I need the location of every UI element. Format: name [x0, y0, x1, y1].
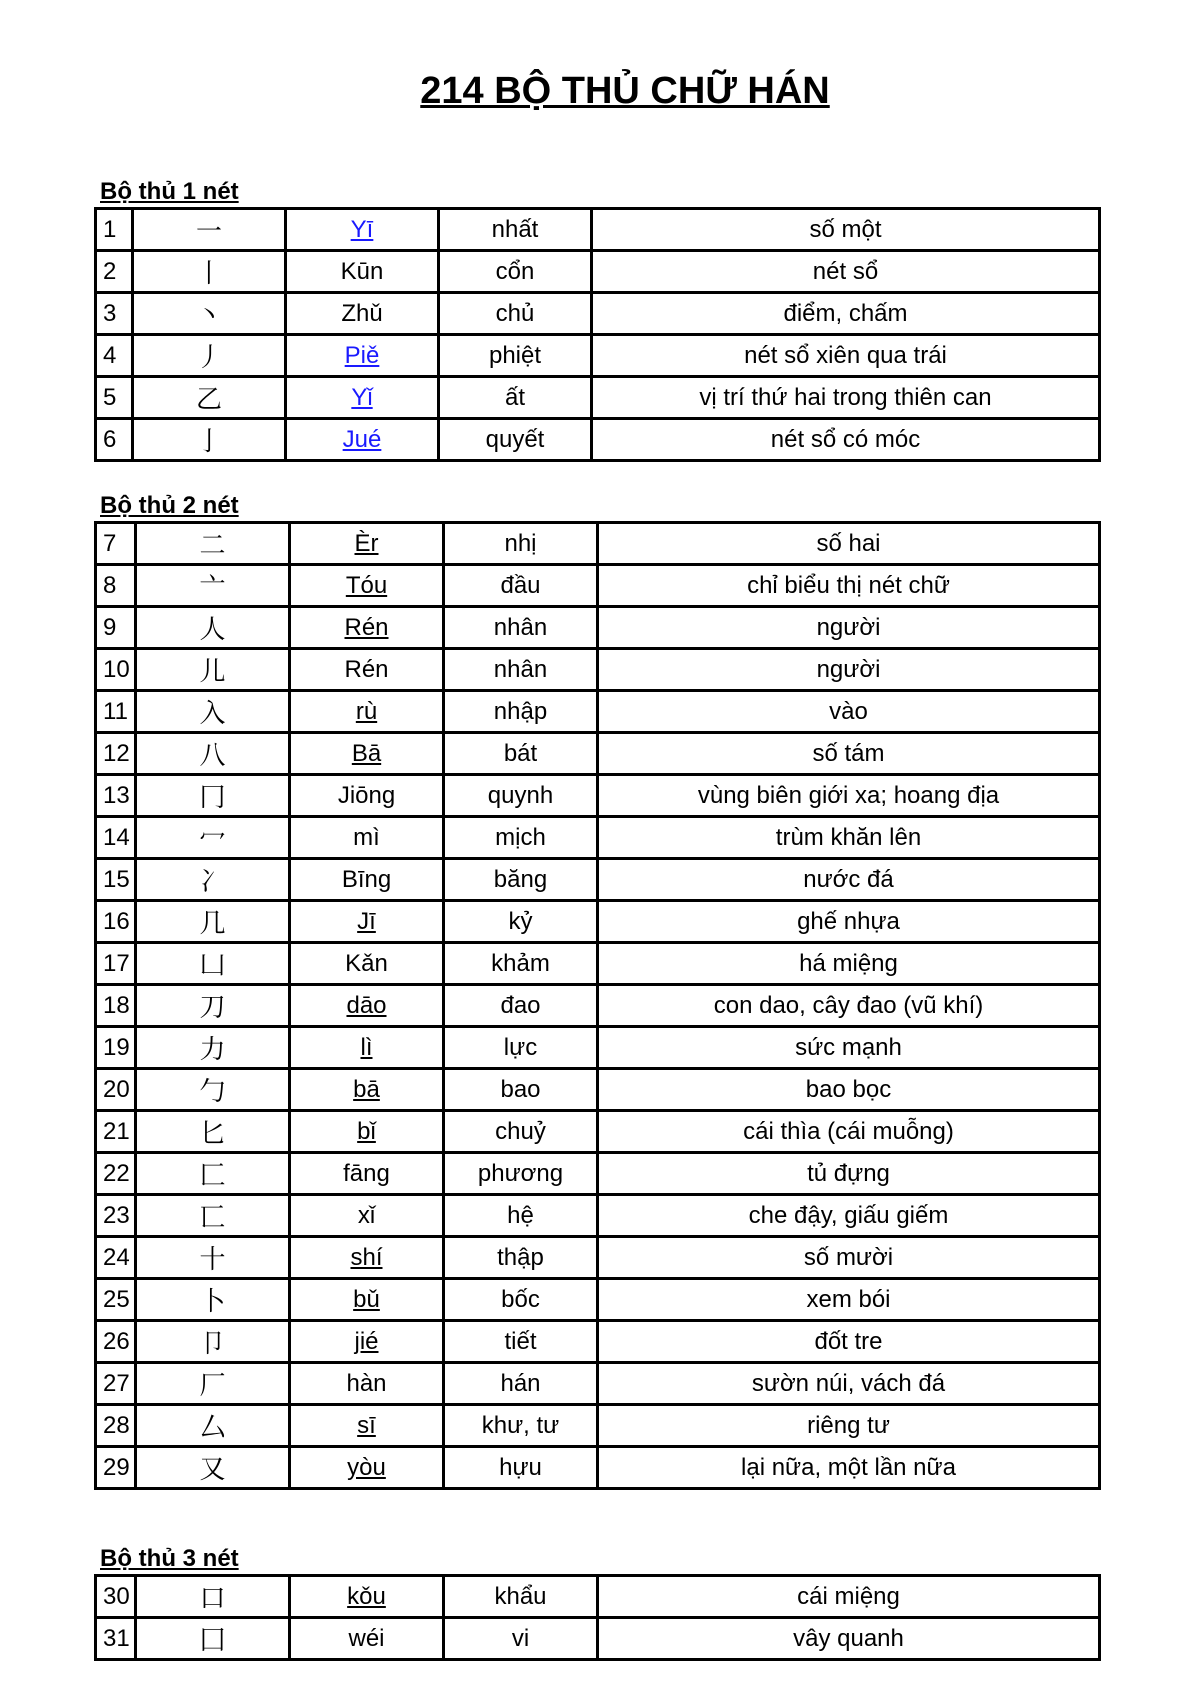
radical-character: 又: [136, 1447, 290, 1489]
radical-meaning: tủ đựng: [598, 1153, 1100, 1195]
radical-pinyin: sī: [290, 1405, 444, 1447]
section-heading-1-stroke: Bộ thủ 1 nét: [100, 178, 239, 205]
radical-meaning: con dao, cây đao (vũ khí): [598, 985, 1100, 1027]
radical-character: 八: [136, 733, 290, 775]
radical-meaning: che đậy, giấu giếm: [598, 1195, 1100, 1237]
radical-number: 27: [96, 1363, 136, 1405]
radical-sino-vietnamese: chuỷ: [444, 1111, 598, 1153]
table-row: [96, 209, 1100, 251]
radical-sino-vietnamese: kỷ: [444, 901, 598, 943]
radical-pinyin[interactable]: Piě: [286, 335, 439, 377]
radical-character: 厂: [136, 1363, 290, 1405]
radical-sino-vietnamese: hán: [444, 1363, 598, 1405]
radical-table-2-stroke: [94, 521, 1101, 1490]
radical-number: 10: [96, 649, 136, 691]
radical-number: 24: [96, 1237, 136, 1279]
radical-sino-vietnamese: nhân: [444, 649, 598, 691]
radical-number: 11: [96, 691, 136, 733]
radical-number: 12: [96, 733, 136, 775]
radical-meaning: vây quanh: [598, 1618, 1100, 1660]
radical-meaning: chỉ biểu thị nét chữ: [598, 565, 1100, 607]
radical-number: 25: [96, 1279, 136, 1321]
table-row: [96, 377, 1100, 419]
radical-pinyin: Bā: [290, 733, 444, 775]
radical-sino-vietnamese: chủ: [439, 293, 592, 335]
radical-pinyin: Bīng: [290, 859, 444, 901]
section-heading-2-stroke: Bộ thủ 2 nét: [100, 492, 239, 519]
radical-pinyin[interactable]: Jué: [286, 419, 439, 461]
radical-number: 30: [96, 1576, 136, 1618]
radical-sino-vietnamese: khư, tư: [444, 1405, 598, 1447]
radical-pinyin: Rén: [290, 649, 444, 691]
radical-meaning: trùm khăn lên: [598, 817, 1100, 859]
radical-character: 囗: [136, 1618, 290, 1660]
radical-sino-vietnamese: nhị: [444, 523, 598, 565]
radical-character: 卜: [136, 1279, 290, 1321]
radical-sino-vietnamese: bao: [444, 1069, 598, 1111]
radical-number: 3: [96, 293, 133, 335]
table-row: [96, 985, 1100, 1027]
radical-pinyin: jié: [290, 1321, 444, 1363]
page-title: 214 BỘ THỦ CHỮ HÁN: [420, 70, 830, 112]
radical-character: 丶: [133, 293, 286, 335]
table-row: [96, 817, 1100, 859]
radical-pinyin: yòu: [290, 1447, 444, 1489]
radical-character: 丨: [133, 251, 286, 293]
radical-sino-vietnamese: ất: [439, 377, 592, 419]
table-row: [96, 1195, 1100, 1237]
radical-sino-vietnamese: lực: [444, 1027, 598, 1069]
radical-meaning: nét sổ: [592, 251, 1100, 293]
table-row: [96, 1069, 1100, 1111]
table-row: [96, 1111, 1100, 1153]
table-row: [96, 1618, 1100, 1660]
radical-sino-vietnamese: bốc: [444, 1279, 598, 1321]
table-row: [96, 251, 1100, 293]
radical-meaning: há miệng: [598, 943, 1100, 985]
radical-number: 7: [96, 523, 136, 565]
radical-character: 亅: [133, 419, 286, 461]
radical-number: 19: [96, 1027, 136, 1069]
radical-pinyin: Jī: [290, 901, 444, 943]
table-row: [96, 1576, 1100, 1618]
radical-character: 儿: [136, 649, 290, 691]
radical-character: 冂: [136, 775, 290, 817]
radical-pinyin: rù: [290, 691, 444, 733]
radical-sino-vietnamese: tiết: [444, 1321, 598, 1363]
table-row: [96, 901, 1100, 943]
radical-number: 16: [96, 901, 136, 943]
table-row: [96, 335, 1100, 377]
table-row: [96, 1405, 1100, 1447]
radical-number: 8: [96, 565, 136, 607]
radical-number: 1: [96, 209, 133, 251]
radical-table-1-stroke: [94, 207, 1101, 462]
radical-character: 丿: [133, 335, 286, 377]
table-row: [96, 775, 1100, 817]
radical-table-3-stroke: [94, 1574, 1101, 1661]
radical-number: 18: [96, 985, 136, 1027]
radical-character: 厶: [136, 1405, 290, 1447]
table-row: [96, 419, 1100, 461]
radical-pinyin: Kūn: [286, 251, 439, 293]
table-row: [96, 691, 1100, 733]
table-row: [96, 943, 1100, 985]
radical-sino-vietnamese: thập: [444, 1237, 598, 1279]
table-row: [96, 1027, 1100, 1069]
radical-meaning: đốt tre: [598, 1321, 1100, 1363]
radical-sino-vietnamese: đầu: [444, 565, 598, 607]
radical-sino-vietnamese: quyết: [439, 419, 592, 461]
radical-sino-vietnamese: khảm: [444, 943, 598, 985]
radical-pinyin: wéi: [290, 1618, 444, 1660]
radical-pinyin: dāo: [290, 985, 444, 1027]
radical-number: 22: [96, 1153, 136, 1195]
radical-sino-vietnamese: mịch: [444, 817, 598, 859]
radical-pinyin: Jiōng: [290, 775, 444, 817]
radical-sino-vietnamese: phương: [444, 1153, 598, 1195]
radical-meaning: số mười: [598, 1237, 1100, 1279]
radical-character: 入: [136, 691, 290, 733]
radical-number: 28: [96, 1405, 136, 1447]
radical-pinyin: Rén: [290, 607, 444, 649]
radical-meaning: xem bói: [598, 1279, 1100, 1321]
radical-sino-vietnamese: đao: [444, 985, 598, 1027]
radical-meaning: bao bọc: [598, 1069, 1100, 1111]
radical-character: 一: [133, 209, 286, 251]
radical-character: 卩: [136, 1321, 290, 1363]
section-heading-3-stroke: Bộ thủ 3 nét: [100, 1545, 239, 1572]
radical-character: 几: [136, 901, 290, 943]
radical-meaning: sườn núi, vách đá: [598, 1363, 1100, 1405]
radical-character: 口: [136, 1576, 290, 1618]
radical-number: 2: [96, 251, 133, 293]
radical-pinyin: bā: [290, 1069, 444, 1111]
radical-number: 14: [96, 817, 136, 859]
radical-meaning: vùng biên giới xa; hoang địa: [598, 775, 1100, 817]
radical-character: 勹: [136, 1069, 290, 1111]
table-row: [96, 1363, 1100, 1405]
radical-number: 21: [96, 1111, 136, 1153]
radical-sino-vietnamese: cổn: [439, 251, 592, 293]
radical-meaning: số tám: [598, 733, 1100, 775]
radical-number: 9: [96, 607, 136, 649]
radical-number: 15: [96, 859, 136, 901]
radical-pinyin: Èr: [290, 523, 444, 565]
radical-meaning: người: [598, 649, 1100, 691]
radical-meaning: số hai: [598, 523, 1100, 565]
radical-sino-vietnamese: nhập: [444, 691, 598, 733]
radical-meaning: nước đá: [598, 859, 1100, 901]
radical-pinyin: Kǎn: [290, 943, 444, 985]
radical-number: 26: [96, 1321, 136, 1363]
radical-sino-vietnamese: bát: [444, 733, 598, 775]
radical-number: 6: [96, 419, 133, 461]
radical-number: 20: [96, 1069, 136, 1111]
radical-meaning: vị trí thứ hai trong thiên can: [592, 377, 1100, 419]
radical-character: 刀: [136, 985, 290, 1027]
radical-sino-vietnamese: nhân: [444, 607, 598, 649]
radical-character: 乙: [133, 377, 286, 419]
radical-meaning: riêng tư: [598, 1405, 1100, 1447]
radical-pinyin[interactable]: Yī: [286, 209, 439, 251]
table-row: [96, 523, 1100, 565]
radical-character: 二: [136, 523, 290, 565]
radical-character: 十: [136, 1237, 290, 1279]
radical-number: 4: [96, 335, 133, 377]
table-row: [96, 859, 1100, 901]
radical-pinyin: shí: [290, 1237, 444, 1279]
radical-pinyin: lì: [290, 1027, 444, 1069]
table-row: [96, 607, 1100, 649]
table-row: [96, 565, 1100, 607]
radical-pinyin: xǐ: [290, 1195, 444, 1237]
table-row: [96, 1153, 1100, 1195]
radical-character: 冖: [136, 817, 290, 859]
radical-meaning: lại nữa, một lần nữa: [598, 1447, 1100, 1489]
radical-pinyin: hàn: [290, 1363, 444, 1405]
radical-number: 5: [96, 377, 133, 419]
radical-pinyin: Tóu: [290, 565, 444, 607]
radical-character: 凵: [136, 943, 290, 985]
radical-pinyin: bǔ: [290, 1279, 444, 1321]
radical-pinyin[interactable]: Yǐ: [286, 377, 439, 419]
radical-character: 力: [136, 1027, 290, 1069]
radical-meaning: vào: [598, 691, 1100, 733]
radical-character: 匸: [136, 1195, 290, 1237]
radical-pinyin: Zhǔ: [286, 293, 439, 335]
radical-meaning: nét sổ xiên qua trái: [592, 335, 1100, 377]
table-row: [96, 1237, 1100, 1279]
radical-sino-vietnamese: phiệt: [439, 335, 592, 377]
radical-number: 31: [96, 1618, 136, 1660]
radical-meaning: sức mạnh: [598, 1027, 1100, 1069]
table-row: [96, 733, 1100, 775]
radical-meaning: ghế nhựa: [598, 901, 1100, 943]
radical-pinyin: mì: [290, 817, 444, 859]
radical-number: 13: [96, 775, 136, 817]
radical-character: 匕: [136, 1111, 290, 1153]
radical-character: 匚: [136, 1153, 290, 1195]
radical-meaning: nét sổ có móc: [592, 419, 1100, 461]
radical-meaning: cái thìa (cái muỗng): [598, 1111, 1100, 1153]
radical-meaning: người: [598, 607, 1100, 649]
table-row: [96, 1279, 1100, 1321]
radical-sino-vietnamese: hựu: [444, 1447, 598, 1489]
radical-character: 人: [136, 607, 290, 649]
radical-sino-vietnamese: hệ: [444, 1195, 598, 1237]
radical-sino-vietnamese: quynh: [444, 775, 598, 817]
radical-sino-vietnamese: nhất: [439, 209, 592, 251]
radical-number: 23: [96, 1195, 136, 1237]
radical-meaning: cái miệng: [598, 1576, 1100, 1618]
radical-pinyin: bǐ: [290, 1111, 444, 1153]
radical-meaning: điểm, chấm: [592, 293, 1100, 335]
radical-pinyin: fāng: [290, 1153, 444, 1195]
table-row: [96, 1321, 1100, 1363]
radical-character: 冫: [136, 859, 290, 901]
table-row: [96, 1447, 1100, 1489]
radical-number: 17: [96, 943, 136, 985]
radical-pinyin: kǒu: [290, 1576, 444, 1618]
radical-sino-vietnamese: khẩu: [444, 1576, 598, 1618]
radical-meaning: số một: [592, 209, 1100, 251]
radical-sino-vietnamese: băng: [444, 859, 598, 901]
radical-sino-vietnamese: vi: [444, 1618, 598, 1660]
table-row: [96, 293, 1100, 335]
radical-character: 亠: [136, 565, 290, 607]
radical-number: 29: [96, 1447, 136, 1489]
table-row: [96, 649, 1100, 691]
